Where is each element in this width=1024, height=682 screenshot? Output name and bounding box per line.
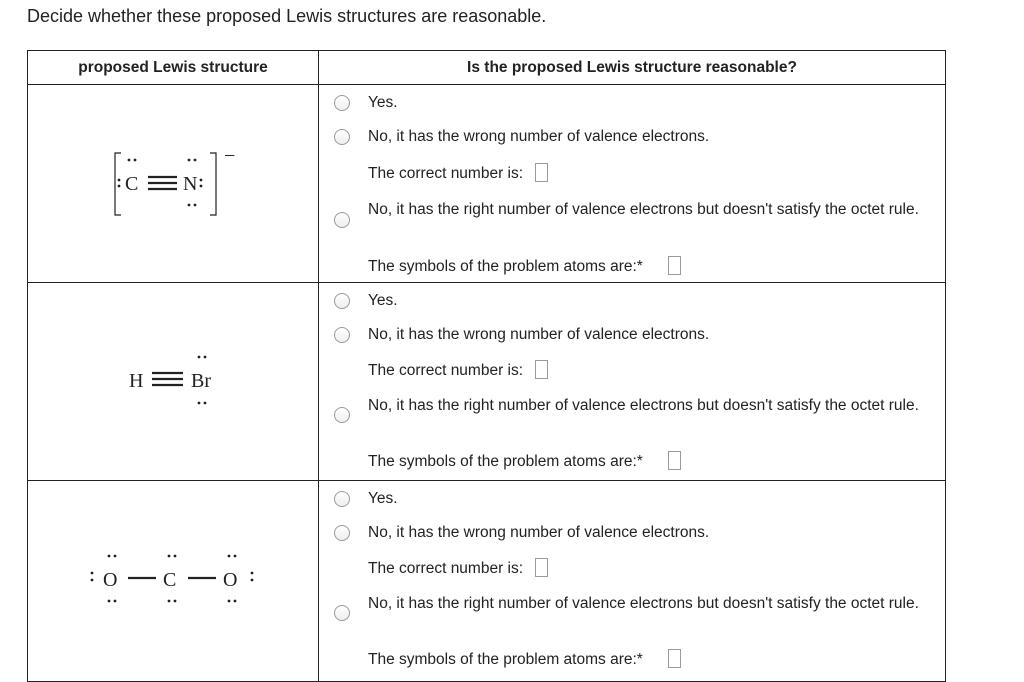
atom-c-center: C: [163, 569, 177, 591]
lewis-structure-hbr: [28, 283, 318, 480]
atom-br: Br: [191, 370, 211, 392]
header-reasonable: Is the proposed Lewis structure reasonable?: [319, 51, 946, 85]
radio-wrong-count-3[interactable]: [334, 525, 350, 541]
options-cell-1: Yes. No, it has the wrong number of valence electrons. The correct number is: No, it has the right number of valence electrons but doesn't satisfy the octet rule. The symbols of the problem atoms are:*: [319, 85, 946, 283]
problem-atoms-input-1[interactable]: [668, 256, 681, 275]
atom-n: N: [183, 173, 198, 195]
correct-number-input-2[interactable]: [535, 360, 548, 379]
atom-o-right: O: [223, 569, 238, 591]
radio-yes-3[interactable]: [334, 491, 350, 507]
question-row-1: [28, 85, 946, 283]
problem-atoms-input-2[interactable]: [668, 451, 681, 470]
atom-h: H: [129, 370, 144, 392]
correct-number-line-3: The correct number is:: [368, 558, 548, 578]
radio-octet-1[interactable]: [334, 212, 350, 228]
structure-cell-2: [28, 283, 319, 481]
charge-label: −: [224, 145, 236, 167]
radio-yes-2[interactable]: [334, 293, 350, 309]
table-header-row: [28, 51, 946, 85]
question-row-2: [28, 283, 946, 481]
correct-number-line-1: The correct number is:: [368, 163, 548, 183]
correct-number-input-1[interactable]: [535, 163, 548, 182]
problem-atoms-line-3: The symbols of the problem atoms are:*: [368, 649, 681, 669]
lewis-question-table: [27, 50, 946, 682]
structure-cell-3: [28, 481, 319, 682]
instruction-text: Decide whether these proposed Lewis structures are reasonable.: [27, 6, 547, 26]
correct-number-input-3[interactable]: [535, 558, 548, 577]
atom-o-left: O: [103, 569, 118, 591]
problem-atoms-input-3[interactable]: [668, 649, 681, 668]
structure-cell-1: [28, 85, 319, 283]
radio-octet-2[interactable]: [334, 407, 350, 423]
lewis-structure-oco: [28, 481, 318, 681]
correct-number-line-2: The correct number is:: [368, 360, 548, 380]
atom-c: C: [125, 173, 139, 195]
radio-wrong-count-1[interactable]: [334, 129, 350, 145]
options-cell-3: Yes. No, it has the wrong number of valence electrons. The correct number is: No, it has the right number of valence electrons but doesn't satisfy the octet rule. The symbols of the problem atoms are:*: [319, 481, 946, 682]
problem-atoms-line-2: The symbols of the problem atoms are:*: [368, 451, 681, 471]
lewis-structure-cn: [28, 85, 318, 282]
problem-atoms-line-1: The symbols of the problem atoms are:*: [368, 256, 681, 276]
radio-wrong-count-2[interactable]: [334, 327, 350, 343]
options-cell-2: Yes. No, it has the wrong number of valence electrons. The correct number is: No, it has the right number of valence electrons but doesn't satisfy the octet rule. The symbols of the problem atoms are:*: [319, 283, 946, 481]
radio-octet-3[interactable]: [334, 605, 350, 621]
header-structure: proposed Lewis structure: [28, 51, 319, 85]
radio-yes-1[interactable]: [334, 95, 350, 111]
question-row-3: [28, 481, 946, 682]
